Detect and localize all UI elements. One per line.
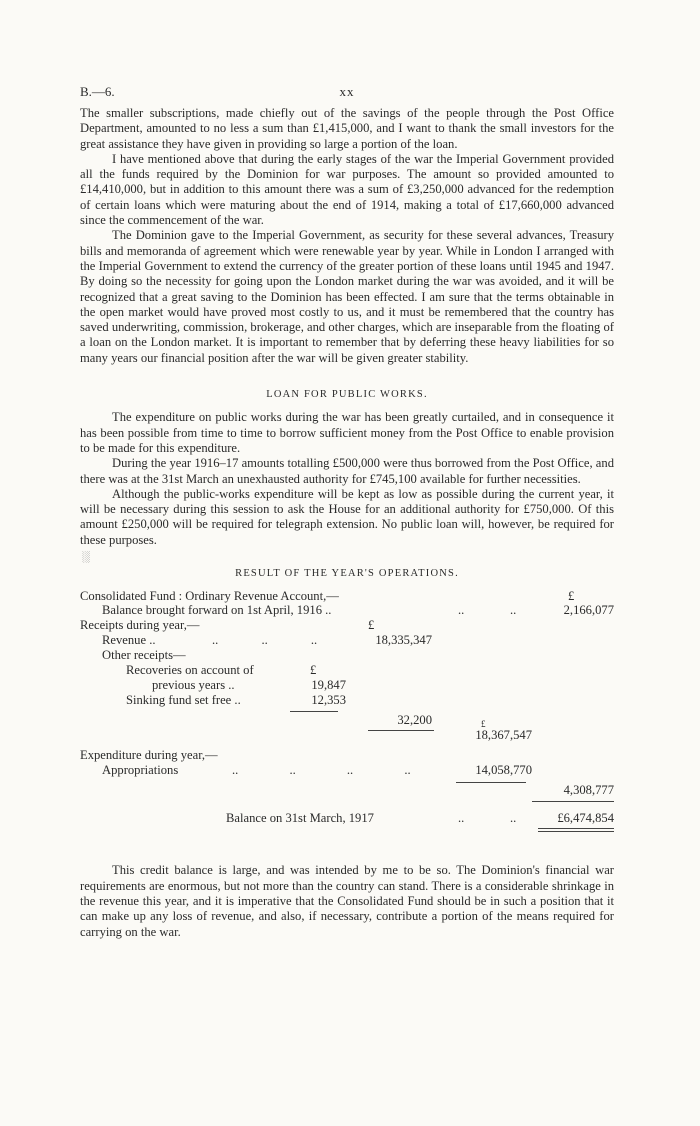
- sinking-fund-label: Sinking fund set free ..: [126, 693, 241, 708]
- revenue-value: 18,335,347: [375, 633, 432, 648]
- subtotal-rule: [368, 730, 434, 731]
- paragraph-imperial-funds: I have mentioned above that during the early stages of the war the Imperial Government provided all the funds required by the Dominion for war purposes. The amount so provided amounted to £14,410,000, but in addition to this amount there was a sum of £3,250,000 advanced for the redemption of certain loans which were maturing about the end of 1914, making a total of £17,660,000 advanced since the commencement of the war.: [80, 151, 614, 228]
- subtotal-rule: [456, 782, 526, 783]
- loan-heading: LOAN FOR PUBLIC WORKS.: [266, 389, 428, 401]
- net-result-value: 4,308,777: [563, 783, 614, 798]
- revenue-label: Revenue ..: [102, 633, 156, 648]
- paragraph-authority: Although the public-works expenditure will be kept as low as possible during the current year, it will be necessary during this session to ask the House for an additional authority for £750,000. Of this amount £250,000 will be required for telegraph extension. No public loan will, however, be required for these purposes.: [80, 486, 614, 547]
- paragraph-credit-balance: This credit balance is large, and was intended by me to be so. The Dominion's financial war requirements are enormous, but not more than the country can stand. There is a considerable shrinkage in the revenue this year, and it is imperative that the Consolidated Fund should be in such a position that it can make up any loss of revenue, and also, if necessary, contribute a portion of the means required for carrying on the war.: [80, 863, 614, 939]
- leader-dots: ..: [458, 811, 465, 826]
- subtotal-rule: [290, 711, 338, 712]
- other-receipts-total: 32,200: [397, 713, 432, 728]
- double-rule: [538, 831, 614, 832]
- previous-years-value: 19,847: [311, 678, 346, 693]
- receipts-total: 18,367,547: [475, 728, 532, 743]
- currency-symbol: £: [568, 589, 575, 604]
- leader-dots: ..: [510, 603, 517, 618]
- previous-years-label: previous years ..: [152, 678, 235, 693]
- paragraph-small-subscriptions: The smaller subscriptions, made chiefly out of the savings of the people through the Post Office Department, amounted to no less a sum than £1,415,000, and I want to thank the small investors for the great assistance they have given in providing so large a portion of the loan.: [80, 106, 614, 151]
- revenue-leader-dots: .. .. ..: [212, 633, 318, 648]
- consolidated-fund-label: Consolidated Fund : Ordinary Revenue Account,—: [80, 589, 339, 604]
- document-code: B.—6.: [80, 84, 115, 99]
- appropriations-leader-dots: .. .. .. ..: [232, 763, 411, 778]
- currency-symbol: £: [310, 663, 317, 678]
- paragraph-expenditure: The expenditure on public works during the war has been greatly curtailed, and in consequence it has been possible from time to time to borrow sufficient money from the Post Office to enable provision to be made for this expenditure.: [80, 410, 614, 455]
- page-header: [80, 84, 614, 104]
- closing-balance-label: Balance on 31st March, 1917: [226, 811, 374, 826]
- page-number: xx: [339, 84, 355, 99]
- paragraph-borrowed: During the year 1916–17 amounts totalling £500,000 were thus borrowed from the Post Office, and there was at the 31st March an unexhausted authority for £745,100 available for further necessities.: [80, 456, 614, 486]
- ink-smudge-icon: ░: [82, 551, 90, 564]
- balance-brought-forward-value: 2,166,077: [563, 603, 614, 618]
- appropriations-value: 14,058,770: [475, 763, 532, 778]
- result-heading: RESULT OF THE YEAR'S OPERATIONS.: [235, 568, 459, 580]
- leader-dots: ..: [510, 811, 517, 826]
- sinking-fund-value: 12,353: [311, 693, 346, 708]
- document-body: [80, 106, 614, 940]
- expenditure-label: Expenditure during year,—: [80, 748, 218, 763]
- other-receipts-label: Other receipts—: [102, 648, 186, 663]
- appropriations-label: Appropriations: [102, 763, 179, 778]
- currency-symbol: £: [481, 719, 486, 730]
- currency-symbol: £: [368, 618, 375, 633]
- closing-balance-value: £6,474,854: [557, 811, 614, 826]
- total-rule: [532, 801, 614, 802]
- paragraph-security-advances: The Dominion gave to the Imperial Government, as security for these several advances, Treasury bills and memoranda of agreement which were renewable year by year. While in London I arranged with the Imperial Government to extend the currency of the greater portion of these loans until 1945 and 1947. By doing so the necessity for going upon the London market during the war was avoided, and it will be recognized that a great saving to the Dominion has been effected. I am sure that the terms obtainable in the open market would have proved most costly to us, and it must be remembered that the country has saved underwriting, commission, brokerage, and other charges, which are inseparable from the floating of a loan on the London market. It is important to remember that by deferring these heavy liabilities for so many years our financial position after the war will be given greater stability.: [80, 228, 614, 365]
- receipts-label: Receipts during year,—: [80, 618, 200, 633]
- recoveries-label: Recoveries on account of: [126, 663, 254, 678]
- balance-brought-forward-label: Balance brought forward on 1st April, 1916 ..: [102, 603, 332, 618]
- leader-dots: ..: [458, 603, 465, 618]
- account-statement: [80, 589, 614, 847]
- double-rule: [538, 828, 614, 829]
